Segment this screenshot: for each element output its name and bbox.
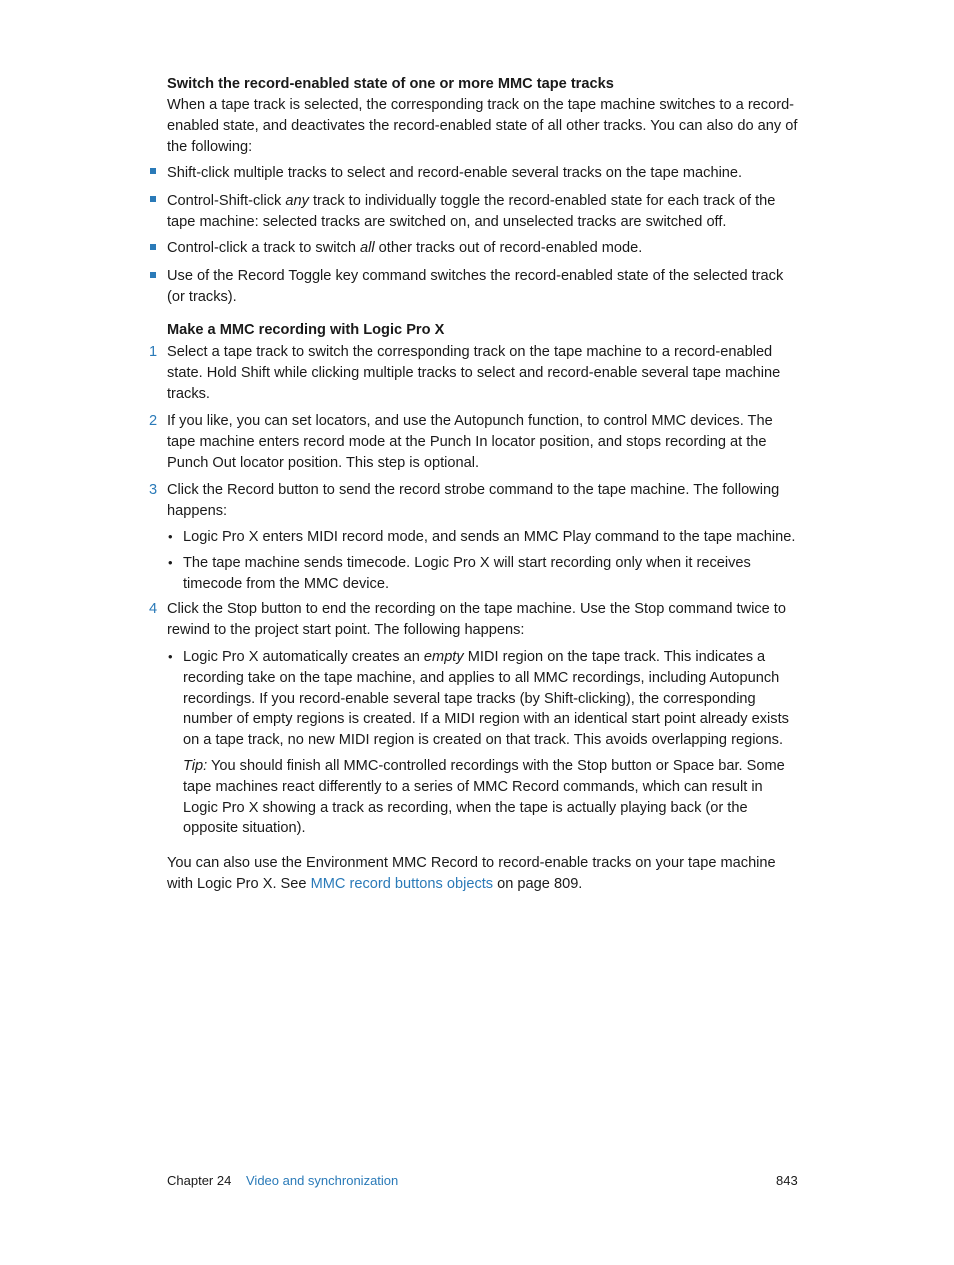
step-number: 3 bbox=[149, 482, 158, 498]
list-item: Shift-click multiple tracks to select and record-enable several tracks on the tape machine. bbox=[167, 165, 743, 181]
step-text: Click the Stop button to end the recording on the tape machine. Use the Stop command twice to rewind to the project start point. The following happens: bbox=[167, 601, 786, 638]
page-number: 843 bbox=[776, 1173, 798, 1188]
step-text: Select a tape track to switch the corresponding track on the tape machine to a record-enabled state. Hold Shift while clicking multiple tracks to select and record-enable several tape machine tracks. bbox=[167, 344, 781, 402]
section-intro: When a tape track is selected, the corresponding track on the tape machine switches to a record-enabled state, and deactivates the record-enabled state of all other tracks. You can also do any of the following: bbox=[167, 97, 798, 155]
sub-list-item: Logic Pro X automatically creates an empty MIDI region on the tape track. This indicates a recording take on the tape machine, and applies to all MMC recordings, including Autopunch recordings. If you record-enable several tape tracks (by Shift-clicking), the corresponding number of empty regions is created. If a MIDI region with an identical start point already exists on a tape track, no new MIDI region is created on that track. This avoids overlapping regions. bbox=[183, 649, 789, 749]
footer-chapter: Chapter 24 bbox=[167, 1173, 232, 1188]
list-item: Control-click a track to switch all other tracks out of record-enabled mode. bbox=[167, 240, 643, 256]
bullet-marker bbox=[150, 166, 159, 175]
cross-reference-link[interactable]: MMC record buttons objects bbox=[310, 875, 494, 892]
sub-bullet-marker: • bbox=[168, 649, 173, 664]
step-text: Click the Record button to send the record strobe command to the tape machine. The following happens: bbox=[167, 482, 780, 519]
closing-paragraph: You can also use the Environment MMC Record to record-enable tracks on your tape machine with Logic Pro X. See MMC record buttons objects on page 809. bbox=[167, 855, 776, 892]
step-number: 2 bbox=[149, 413, 158, 429]
section-heading: Switch the record-enabled state of one or more MMC tape tracks bbox=[167, 76, 614, 92]
sub-bullet-marker: • bbox=[168, 529, 173, 544]
tip-note: Tip: You should finish all MMC-controlled recordings with the Stop button or Space bar. Some tape machines react differently to a series of MMC Record commands, which can result in Logic Pro X showing a track as recording, when the tape is actually playing back (or the opposite situation). bbox=[183, 758, 785, 837]
section-heading: Make a MMC recording with Logic Pro X bbox=[167, 322, 445, 338]
step-text: If you like, you can set locators, and use the Autopunch function, to control MMC devices. The tape machine enters record mode at the Punch In locator position, and stops recording at the Punch Out locator position. This step is optional. bbox=[167, 413, 773, 471]
bullet-marker bbox=[150, 194, 159, 203]
step-number: 4 bbox=[149, 601, 158, 617]
sub-bullet-marker: • bbox=[168, 555, 173, 570]
list-item: Use of the Record Toggle key command switches the record-enabled state of the selected track (or tracks). bbox=[167, 268, 784, 305]
step-number: 1 bbox=[149, 344, 158, 360]
footer-chapter-link[interactable]: Video and synchronization bbox=[246, 1173, 399, 1188]
bullet-marker bbox=[150, 270, 159, 279]
sub-list-item: The tape machine sends timecode. Logic Pro X will start recording only when it receives timecode from the MMC device. bbox=[183, 555, 751, 592]
bullet-marker bbox=[150, 242, 159, 251]
sub-list-item: Logic Pro X enters MIDI record mode, and sends an MMC Play command to the tape machine. bbox=[183, 529, 796, 545]
tip-label: Tip: bbox=[183, 758, 208, 774]
list-item: Control-Shift-click any track to individually toggle the record-enabled state for each track of the tape machine: selected tracks are switched on, and unselected tracks are switched off. bbox=[167, 193, 776, 230]
